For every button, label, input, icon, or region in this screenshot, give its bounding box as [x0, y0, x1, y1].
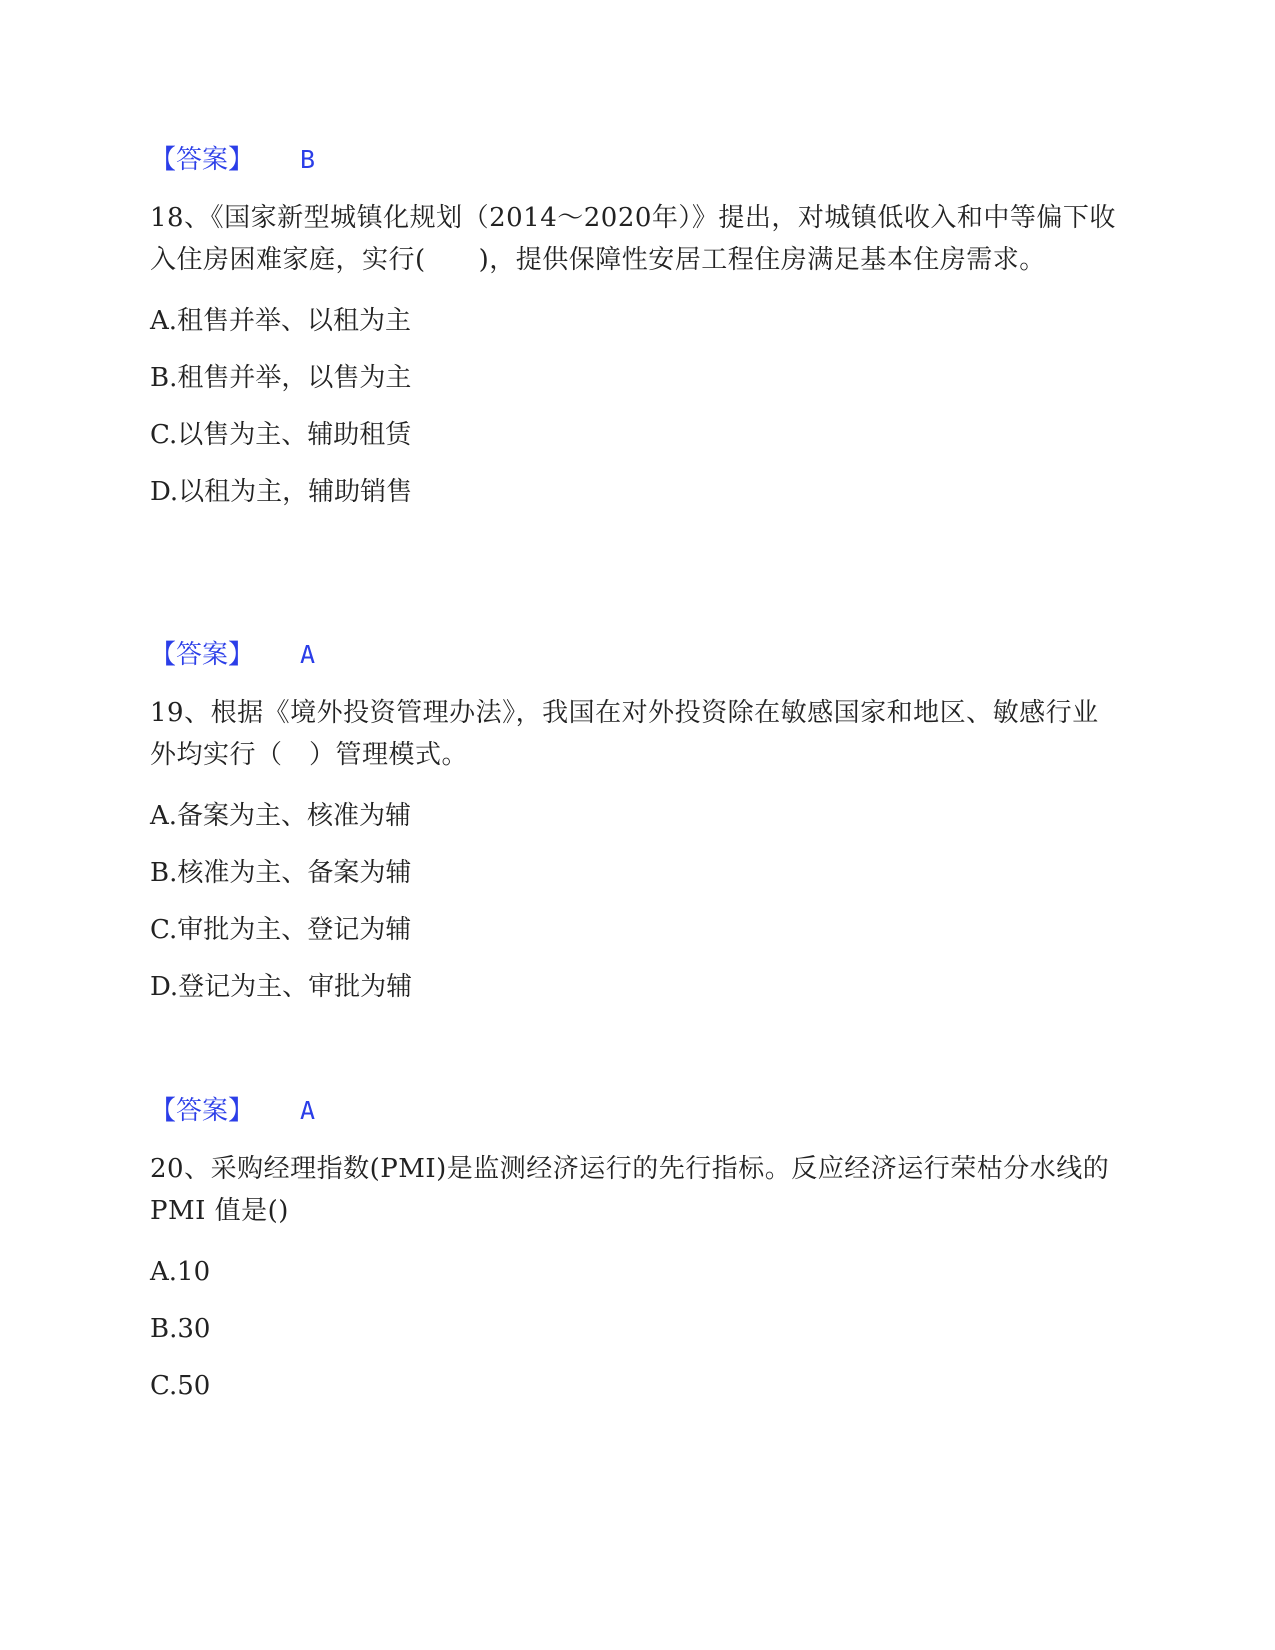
question-text: 18、《国家新型城镇化规划（2014～2020年）》提出，对城镇低收入和中等偏下收入住房困难家庭，实行( )，提供保障性安居工程住房满足基本住房需求。: [150, 203, 1116, 275]
answer-label: 【答案】: [150, 1096, 255, 1126]
question-block-20: [150, 1094, 1120, 1403]
answer-label: 【答案】: [150, 640, 255, 670]
question-text: 20、采购经理指数(PMI)是监测经济运行的先行指标。反应经济运行荣枯分水线的 PMI 值是(): [150, 1154, 1110, 1226]
option-d: D.登记为主、审批为辅: [150, 972, 413, 1002]
option-a: A.10: [150, 1257, 211, 1287]
question-block-18: [150, 143, 1120, 509]
option-a: A.备案为主、核准为辅: [150, 801, 412, 831]
option-b: B.核准为主、备案为辅: [150, 858, 412, 888]
answer-value: A: [300, 640, 316, 669]
option-b: B.租售并举，以售为主: [150, 363, 412, 393]
answer-line: [150, 1094, 1120, 1128]
option-c: C.50: [150, 1371, 211, 1401]
option-c: C.以售为主、辅助租赁: [150, 420, 412, 450]
answer-value: B: [300, 145, 316, 174]
question-text: 19、根据《境外投资管理办法》，我国在对外投资除在敏感国家和地区、敏感行业外均实行（ ）管理模式。: [150, 698, 1099, 770]
answer-line: [150, 143, 1120, 177]
answer-value: A: [300, 1096, 316, 1125]
question-block-19: [150, 638, 1120, 1004]
option-b: B.30: [150, 1314, 211, 1344]
answer-label: 【答案】: [150, 145, 255, 175]
option-c: C.审批为主、登记为辅: [150, 915, 412, 945]
option-a: A.租售并举、以租为主: [150, 306, 412, 336]
answer-line: [150, 638, 1120, 672]
option-d: D.以租为主，辅助销售: [150, 477, 413, 507]
